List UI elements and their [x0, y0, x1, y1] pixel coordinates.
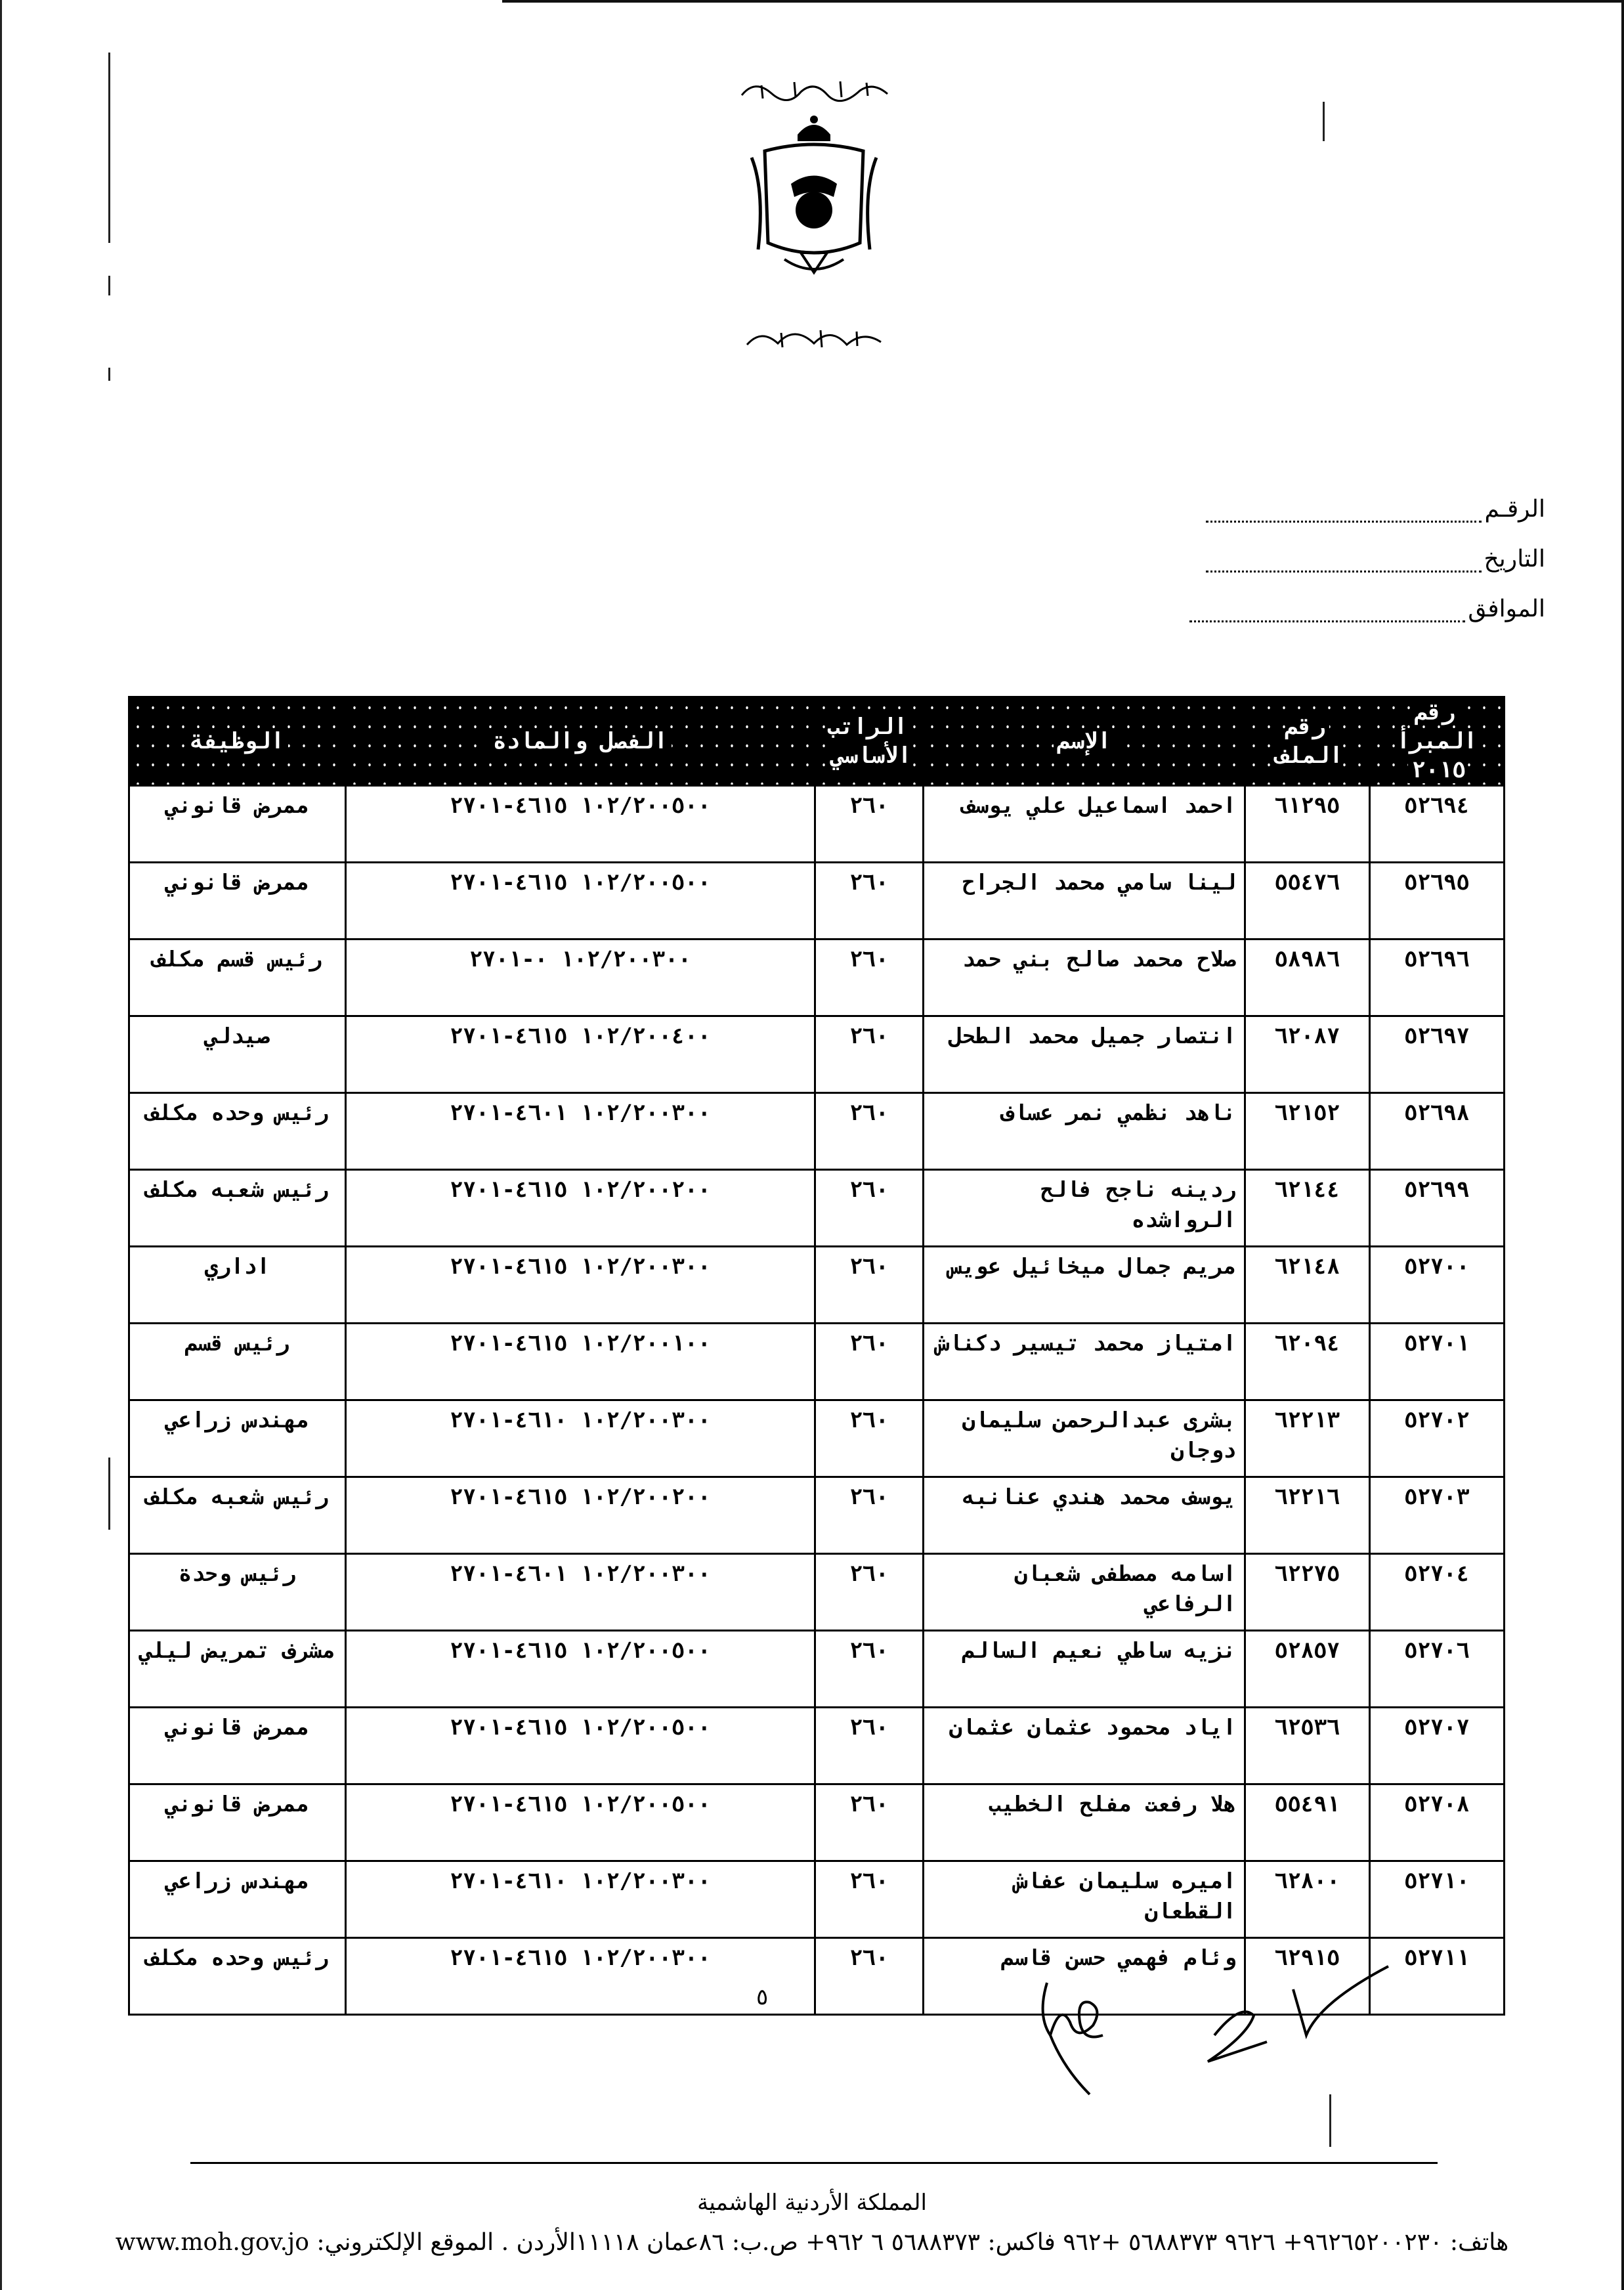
scan-mark-left-2 — [108, 276, 110, 295]
ref-date-field[interactable] — [1206, 551, 1482, 572]
cell-name: وئام فهمي حسن قاسم — [924, 1938, 1245, 2015]
cell-name: يوسف محمد هندي عنانبه — [924, 1477, 1245, 1554]
scan-edge-left — [0, 0, 2, 2290]
ref-corresponding-row — [1086, 572, 1545, 622]
cell-name: لينا سامي محمد الجراح — [924, 863, 1245, 940]
ref-date-label: التاريخ — [1484, 546, 1545, 572]
cell-account: ١٠٢/٢٠٠٣٠٠ ٠-٢٧٠١ — [346, 940, 815, 1016]
cell-file: ٦٢٨٠٠ — [1245, 1861, 1370, 1938]
reference-fields — [1086, 473, 1545, 622]
cell-account: ١٠٢/٢٠٠٥٠٠ ٤٦١٥-٢٧٠١ — [346, 786, 815, 863]
cell-file: ٥٨٩٨٦ — [1245, 940, 1370, 1016]
ref-number-field[interactable] — [1206, 501, 1482, 523]
header-name: الإسم — [924, 697, 1245, 786]
table-row — [129, 940, 1505, 1016]
ref-corresponding-label: الموافق — [1468, 595, 1545, 622]
cell-name: احمد اسماعيل علي يوسف — [924, 786, 1245, 863]
cell-job: مهندس زراعي — [129, 1861, 346, 1938]
employee-table-wrapper — [128, 696, 1503, 2016]
table-row — [129, 1247, 1505, 1324]
cell-name: نزيه ساطي نعيم السالم — [924, 1631, 1245, 1708]
cell-salary: ٢٦٠ — [815, 1631, 924, 1708]
cell-file: ٥٥٤٧٦ — [1245, 863, 1370, 940]
cell-job: اداري — [129, 1247, 346, 1324]
cell-file: ٦٢٩١٥ — [1245, 1938, 1370, 2015]
cell-id: ٥٢٧٠١ — [1370, 1324, 1505, 1400]
cell-id: ٥٢٦٩٧ — [1370, 1016, 1505, 1093]
cell-salary: ٢٦٠ — [815, 1938, 924, 2015]
ref-number-row — [1086, 473, 1545, 523]
cell-name: ناهد نظمي نمر عساف — [924, 1093, 1245, 1170]
cell-id: ٥٢٧٠٣ — [1370, 1477, 1505, 1554]
cell-file: ٥٢٨٥٧ — [1245, 1631, 1370, 1708]
scan-mark-left-3 — [108, 368, 110, 381]
cell-job: رئيس وحده مكلف — [129, 1938, 346, 2015]
cell-name: اياد محمود عثمان عثمان — [924, 1708, 1245, 1784]
cell-account: ١٠٢/٢٠٠٥٠٠ ٤٦١٥-٢٧٠١ — [346, 1631, 815, 1708]
cell-id: ٥٢٧١٠ — [1370, 1861, 1505, 1938]
cell-file: ٥٥٤٩١ — [1245, 1784, 1370, 1861]
cell-salary: ٢٦٠ — [815, 1247, 924, 1324]
cell-salary: ٢٦٠ — [815, 786, 924, 863]
ministry-name — [742, 318, 886, 358]
cell-name: ردينه ناجح فالح الرواشده — [924, 1170, 1245, 1247]
cell-id: ٥٢٧٠٤ — [1370, 1554, 1505, 1631]
header-account: الفصل والمادة — [346, 697, 815, 786]
scan-mark-left-4 — [108, 1458, 110, 1530]
cell-account: ١٠٢/٢٠٠٣٠٠ ٤٦١٠-٢٧٠١ — [346, 1400, 815, 1477]
cell-salary: ٢٦٠ — [815, 1554, 924, 1631]
cell-salary: ٢٦٠ — [815, 1400, 924, 1477]
ministry-calligraphy — [742, 318, 886, 358]
cell-file: ٦٢٠٨٧ — [1245, 1016, 1370, 1093]
page-number: ٥ — [756, 1984, 769, 2010]
table-row — [129, 1554, 1505, 1631]
header-file: رقم الملف — [1245, 697, 1370, 786]
cell-file: ٦٢٢٧٥ — [1245, 1554, 1370, 1631]
cell-name: امتياز محمد تيسير دكناش — [924, 1324, 1245, 1400]
cell-job: صيدلي — [129, 1016, 346, 1093]
cell-job: رئيس شعبه مكلف — [129, 1477, 346, 1554]
cell-file: ٦٢٥٣٦ — [1245, 1708, 1370, 1784]
cell-id: ٥٢٧٠٧ — [1370, 1708, 1505, 1784]
ref-number-label: الرقـم — [1484, 496, 1545, 523]
scan-mark-left — [108, 53, 110, 243]
cell-job: مهندس زراعي — [129, 1400, 346, 1477]
cell-salary: ٢٦٠ — [815, 863, 924, 940]
cell-salary: ٢٦٠ — [815, 1708, 924, 1784]
cell-id: ٥٢٦٩٨ — [1370, 1093, 1505, 1170]
cell-file: ٦٢٠٩٤ — [1245, 1324, 1370, 1400]
cell-name: هلا رفعت مفلح الخطيب — [924, 1784, 1245, 1861]
footer-kingdom-name: المملكة الأردنية الهاشمية — [697, 2190, 927, 2216]
scan-mark-right — [1323, 102, 1325, 141]
ref-corresponding-field[interactable] — [1189, 601, 1465, 622]
cell-account: ١٠٢/٢٠٠٢٠٠ ٤٦١٥-٢٧٠١ — [346, 1170, 815, 1247]
cell-id: ٥٢٦٩٩ — [1370, 1170, 1505, 1247]
cell-file: ٦٢١٤٨ — [1245, 1247, 1370, 1324]
cell-account: ١٠٢/٢٠٠٣٠٠ ٤٦٠١-٢٧٠١ — [346, 1554, 815, 1631]
cell-job: مشرف تمريض ليلي — [129, 1631, 346, 1708]
header-id: رقم المبرأ ٢٠١٥ — [1370, 697, 1505, 786]
table-row — [129, 1170, 1505, 1247]
handwritten-signatures — [1031, 1963, 1398, 2101]
cell-salary: ٢٦٠ — [815, 1016, 924, 1093]
table-row — [129, 1324, 1505, 1400]
cell-id: ٥٢٦٩٤ — [1370, 786, 1505, 863]
table-row — [129, 1861, 1505, 1938]
header-job: الوظيفة — [129, 697, 346, 786]
cell-account: ١٠٢/٢٠٠٥٠٠ ٤٦١٥-٢٧٠١ — [346, 1784, 815, 1861]
cell-name: انتصار جميل محمد الطحل — [924, 1016, 1245, 1093]
cell-job: رئيس شعبه مكلف — [129, 1170, 346, 1247]
footer-divider — [190, 2162, 1438, 2164]
cell-salary: ٢٦٠ — [815, 1324, 924, 1400]
cell-job: رئيس قسم — [129, 1324, 346, 1400]
cell-job: ممرض قانوني — [129, 786, 346, 863]
cell-name: بشرى عبدالرحمن سليمان دوجان — [924, 1400, 1245, 1477]
cell-salary: ٢٦٠ — [815, 1477, 924, 1554]
cell-name: صلاح محمد صالح بني حمد — [924, 940, 1245, 1016]
cell-salary: ٢٦٠ — [815, 940, 924, 1016]
footer-contact-info: هاتف: ٩٦٢٦٥٢٠٠٢٣٠+ ٩٦٢٦ ٥٦٨٨٣٧٣ +٩٦٢ فاكس: ٥٦٨٨٣٧٣ ٦ ٩٦٢+ ص.ب: ٨٦عمان ١١١١٨الأردن . الموقع الإلكتروني: www.moh.gov.jo — [115, 2229, 1509, 2256]
cell-name: مريم جمال ميخائيل عويس — [924, 1247, 1245, 1324]
cell-job: رئيس وحده مكلف — [129, 1093, 346, 1170]
scan-edge-right — [1621, 0, 1624, 2290]
header-salary: الراتب الأساسي — [815, 697, 924, 786]
cell-account: ١٠٢/٢٠٠٤٠٠ ٤٦١٥-٢٧٠١ — [346, 1016, 815, 1093]
table-row — [129, 1400, 1505, 1477]
cell-salary: ٢٦٠ — [815, 1170, 924, 1247]
cell-id: ٥٢٧٠٦ — [1370, 1631, 1505, 1708]
cell-job: ممرض قانوني — [129, 1708, 346, 1784]
table-row — [129, 1631, 1505, 1708]
scan-edge-top — [502, 0, 1624, 3]
cell-id: ٥٢٧٠٢ — [1370, 1400, 1505, 1477]
table-row — [129, 1093, 1505, 1170]
table-row — [129, 786, 1505, 863]
coat-of-arms-emblem — [745, 112, 883, 286]
cell-account: ١٠٢/٢٠٠١٠٠ ٤٦١٥-٢٧٠١ — [346, 1324, 815, 1400]
cell-account: ١٠٢/٢٠٠٥٠٠ ٤٦١٥-٢٧٠١ — [346, 863, 815, 940]
cell-job: رئيس قسم مكلف — [129, 940, 346, 1016]
cell-file: ٦٢٢١٦ — [1245, 1477, 1370, 1554]
table-row — [129, 1784, 1505, 1861]
cell-name: اسامه مصطفى شعبان الرفاعي — [924, 1554, 1245, 1631]
cell-account: ١٠٢/٢٠٠٣٠٠ ٤٦١٥-٢٧٠١ — [346, 1247, 815, 1324]
table-row — [129, 1477, 1505, 1554]
cell-job: ممرض قانوني — [129, 863, 346, 940]
cell-id: ٥٢٧١١ — [1370, 1938, 1505, 2015]
cell-account: ١٠٢/٢٠٠٣٠٠ ٤٦١٥-٢٧٠١ — [346, 1938, 815, 2015]
cell-id: ٥٢٧٠٠ — [1370, 1247, 1505, 1324]
table-row — [129, 1016, 1505, 1093]
cell-file: ٦٢٢١٣ — [1245, 1400, 1370, 1477]
cell-file: ٦٢١٥٢ — [1245, 1093, 1370, 1170]
cell-salary: ٢٦٠ — [815, 1784, 924, 1861]
cell-job: ممرض قانوني — [129, 1784, 346, 1861]
cell-file: ٦١٢٩٥ — [1245, 786, 1370, 863]
ref-date-row — [1086, 523, 1545, 572]
basmala-calligraphy — [735, 72, 893, 105]
cell-id: ٥٢٦٩٥ — [1370, 863, 1505, 940]
cell-name: اميره سليمان عفاش القطعان — [924, 1861, 1245, 1938]
table-row — [129, 863, 1505, 940]
cell-account: ١٠٢/٢٠٠٣٠٠ ٤٦٠١-٢٧٠١ — [346, 1093, 815, 1170]
scan-mark-bottom — [1329, 2094, 1331, 2147]
cell-id: ٥٢٦٩٦ — [1370, 940, 1505, 1016]
table-body — [129, 786, 1505, 2015]
cell-id: ٥٢٧٠٨ — [1370, 1784, 1505, 1861]
cell-salary: ٢٦٠ — [815, 1861, 924, 1938]
cell-salary: ٢٦٠ — [815, 1093, 924, 1170]
table-header-row — [129, 697, 1505, 786]
cell-account: ١٠٢/٢٠٠٢٠٠ ٤٦١٥-٢٧٠١ — [346, 1477, 815, 1554]
table-row — [129, 1708, 1505, 1784]
cell-job: رئيس وحدة — [129, 1554, 346, 1631]
cell-account: ١٠٢/٢٠٠٣٠٠ ٤٦١٠-٢٧٠١ — [346, 1861, 815, 1938]
employee-table — [128, 696, 1505, 2016]
cell-file: ٦٢١٤٤ — [1245, 1170, 1370, 1247]
cell-account: ١٠٢/٢٠٠٥٠٠ ٤٦١٥-٢٧٠١ — [346, 1708, 815, 1784]
